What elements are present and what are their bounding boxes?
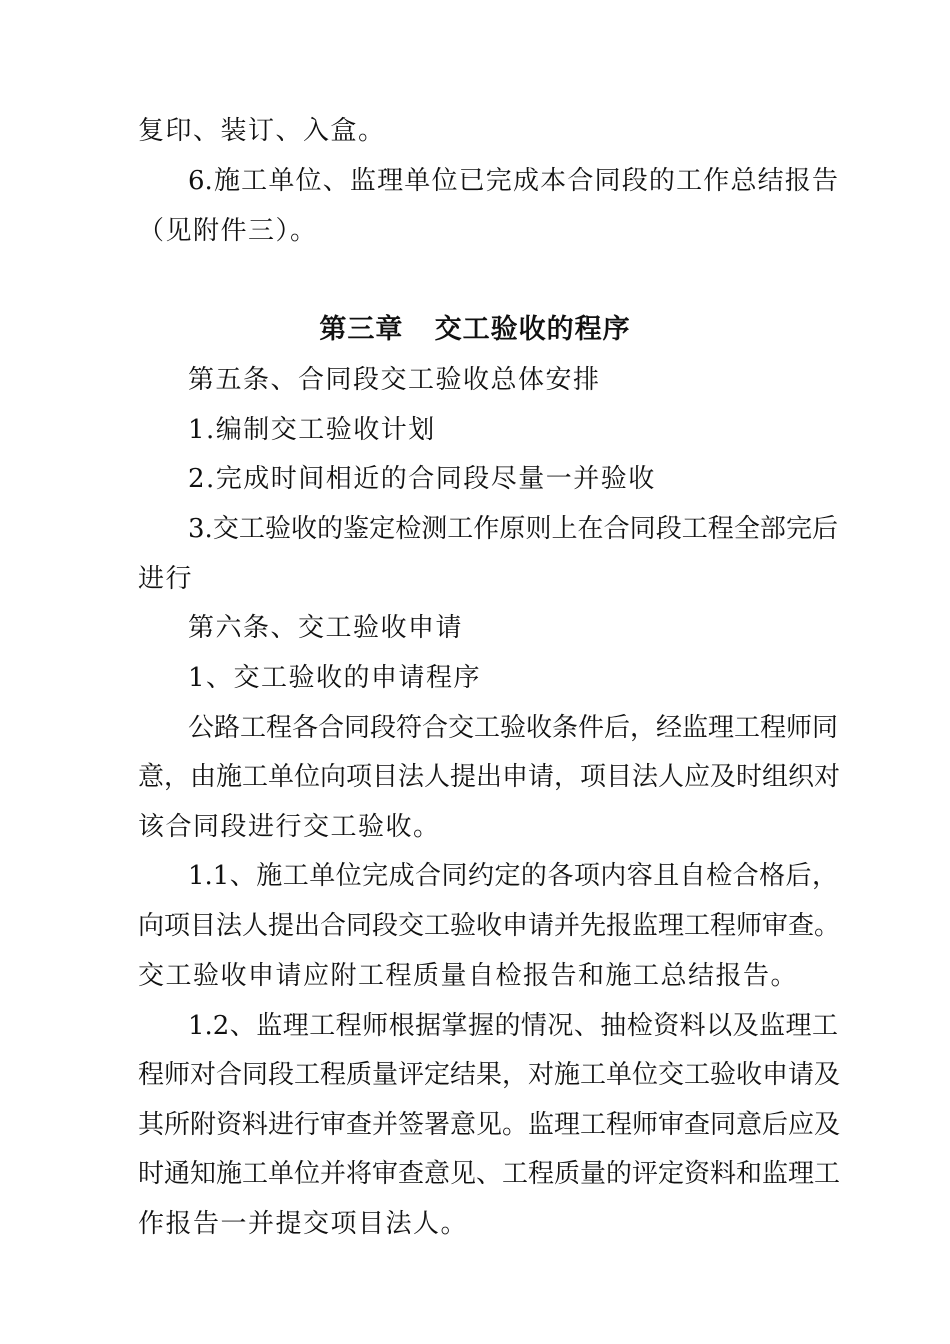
paragraph-line: 1.2、监理工程师根据掌握的情况、抽检资料以及监理工 <box>188 1011 838 1041</box>
paragraph-line: 作报告一并提交项目法人。 <box>138 1209 469 1239</box>
paragraph-line: 交工验收申请应附工程质量自检报告和施工总结报告。 <box>138 961 799 991</box>
paragraph-line: 1.1、施工单位完成合同约定的各项内容且自检合格后， <box>188 861 838 891</box>
list-item: 3.交工验收的鉴定检测工作原则上在合同段工程全部完后 <box>188 514 838 544</box>
paragraph-line: 意，由施工单位向项目法人提出申请，项目法人应及时组织对 <box>138 762 841 792</box>
paragraph-line: 复印、装订、入盒。 <box>138 116 386 146</box>
list-item: 2.完成时间相近的合同段尽量一并验收 <box>188 464 656 494</box>
paragraph-line: 公路工程各合同段符合交工验收条件后，经监理工程师同 <box>188 713 839 743</box>
paragraph-line: 向项目法人提出合同段交工验收申请并先报监理工程师审查。 <box>138 911 841 941</box>
paragraph-line: 6.施工单位、监理单位已完成本合同段的工作总结报告 <box>188 166 838 196</box>
paragraph-line: 该合同段进行交工验收。 <box>138 812 441 842</box>
article-heading: 第六条、交工验收申请 <box>188 613 464 643</box>
paragraph-line: 进行 <box>138 564 194 594</box>
chapter-heading: 第三章 交工验收的程序 <box>319 314 631 345</box>
paragraph-line: 程师对合同段工程质量评定结果，对施工单位交工验收申请及 <box>138 1060 841 1090</box>
paragraph-line: （见附件三）。 <box>138 216 318 246</box>
article-heading: 第五条、合同段交工验收总体安排 <box>188 365 601 395</box>
paragraph-line: 其所附资料进行审查并签署意见。监理工程师审查同意后应及 <box>138 1110 841 1140</box>
list-item: 1.编制交工验收计划 <box>188 415 436 445</box>
paragraph-line: 时通知施工单位并将审查意见、工程质量的评定资料和监理工 <box>138 1159 841 1189</box>
list-item: 1、交工验收的申请程序 <box>188 663 482 693</box>
